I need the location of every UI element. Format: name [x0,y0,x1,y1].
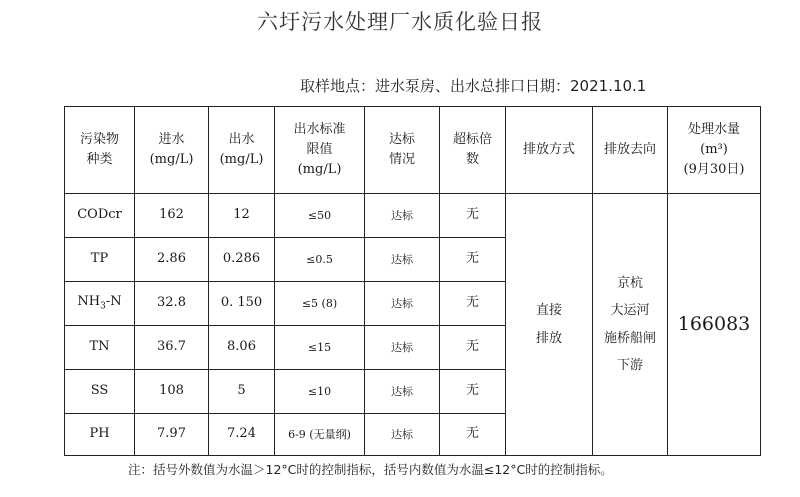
inflow-value: 108 [135,370,209,414]
sampling-info: 取样地点：进水泵房、出水总排口日期：2021.10.1 [300,77,647,95]
limit-value: ≤15 [275,326,365,370]
header-inflow: 进水 (mg/L) [135,107,209,194]
limit-value: ≤5 (8) [275,282,365,326]
outflow-value: 8.06 [209,326,275,370]
report-title: 六圩污水处理厂水质化验日报 [257,10,543,34]
header-outflow: 出水 (mg/L) [209,107,275,194]
discharge-method: 直接 排放 [506,194,593,456]
inflow-value: 36.7 [135,326,209,370]
header-discharge-method: 排放方式 [506,107,593,194]
outflow-value: 7.24 [209,414,275,456]
footnote: 注：括号外数值为水温＞12°C时的控制指标，括号内数值为水温≤12°C时的控制指标。 [128,462,613,477]
compliance-status: 达标 [365,238,440,282]
inflow-value: 32.8 [135,282,209,326]
limit-value: ≤10 [275,370,365,414]
pollutant-name: CODcr [65,194,135,238]
pollutant-name: SS [65,370,135,414]
header-pollutant: 污染物 种类 [65,107,135,194]
table-row [65,194,761,238]
pollutant-name: PH [65,414,135,456]
header-exceed: 超标倍 数 [440,107,506,194]
limit-value: ≤50 [275,194,365,238]
outflow-value: 12 [209,194,275,238]
compliance-status: 达标 [365,194,440,238]
pollutant-name: TP [65,238,135,282]
limit-value: 6-9 (无量纲) [275,414,365,456]
limit-value: ≤0.5 [275,238,365,282]
header-limit: 出水标准 限值 (mg/L) [275,107,365,194]
outflow-value: 0.286 [209,238,275,282]
compliance-status: 达标 [365,326,440,370]
outflow-value: 0. 150 [209,282,275,326]
compliance-status: 达标 [365,282,440,326]
discharge-destination: 京杭 大运河 施桥船闸 下游 [593,194,668,456]
exceed-ratio: 无 [440,238,506,282]
pollutant-name: $NH_3-N$ [65,282,135,326]
header-discharge-dest: 排放去向 [593,107,668,194]
outflow-value: 5 [209,370,275,414]
inflow-value: 162 [135,194,209,238]
water-quality-table [64,106,761,456]
header-volume: 处理水量 (m³) (9月30日) [668,107,761,194]
exceed-ratio: 无 [440,282,506,326]
pollutant-name: TN [65,326,135,370]
exceed-ratio: 无 [440,414,506,456]
header-compliance: 达标 情况 [365,107,440,194]
inflow-value: 2.86 [135,238,209,282]
compliance-status: 达标 [365,414,440,456]
header-row [65,107,761,194]
exceed-ratio: 无 [440,370,506,414]
inflow-value: 7.97 [135,414,209,456]
exceed-ratio: 无 [440,326,506,370]
compliance-status: 达标 [365,370,440,414]
exceed-ratio: 无 [440,194,506,238]
treated-volume: 166083 [668,194,761,456]
